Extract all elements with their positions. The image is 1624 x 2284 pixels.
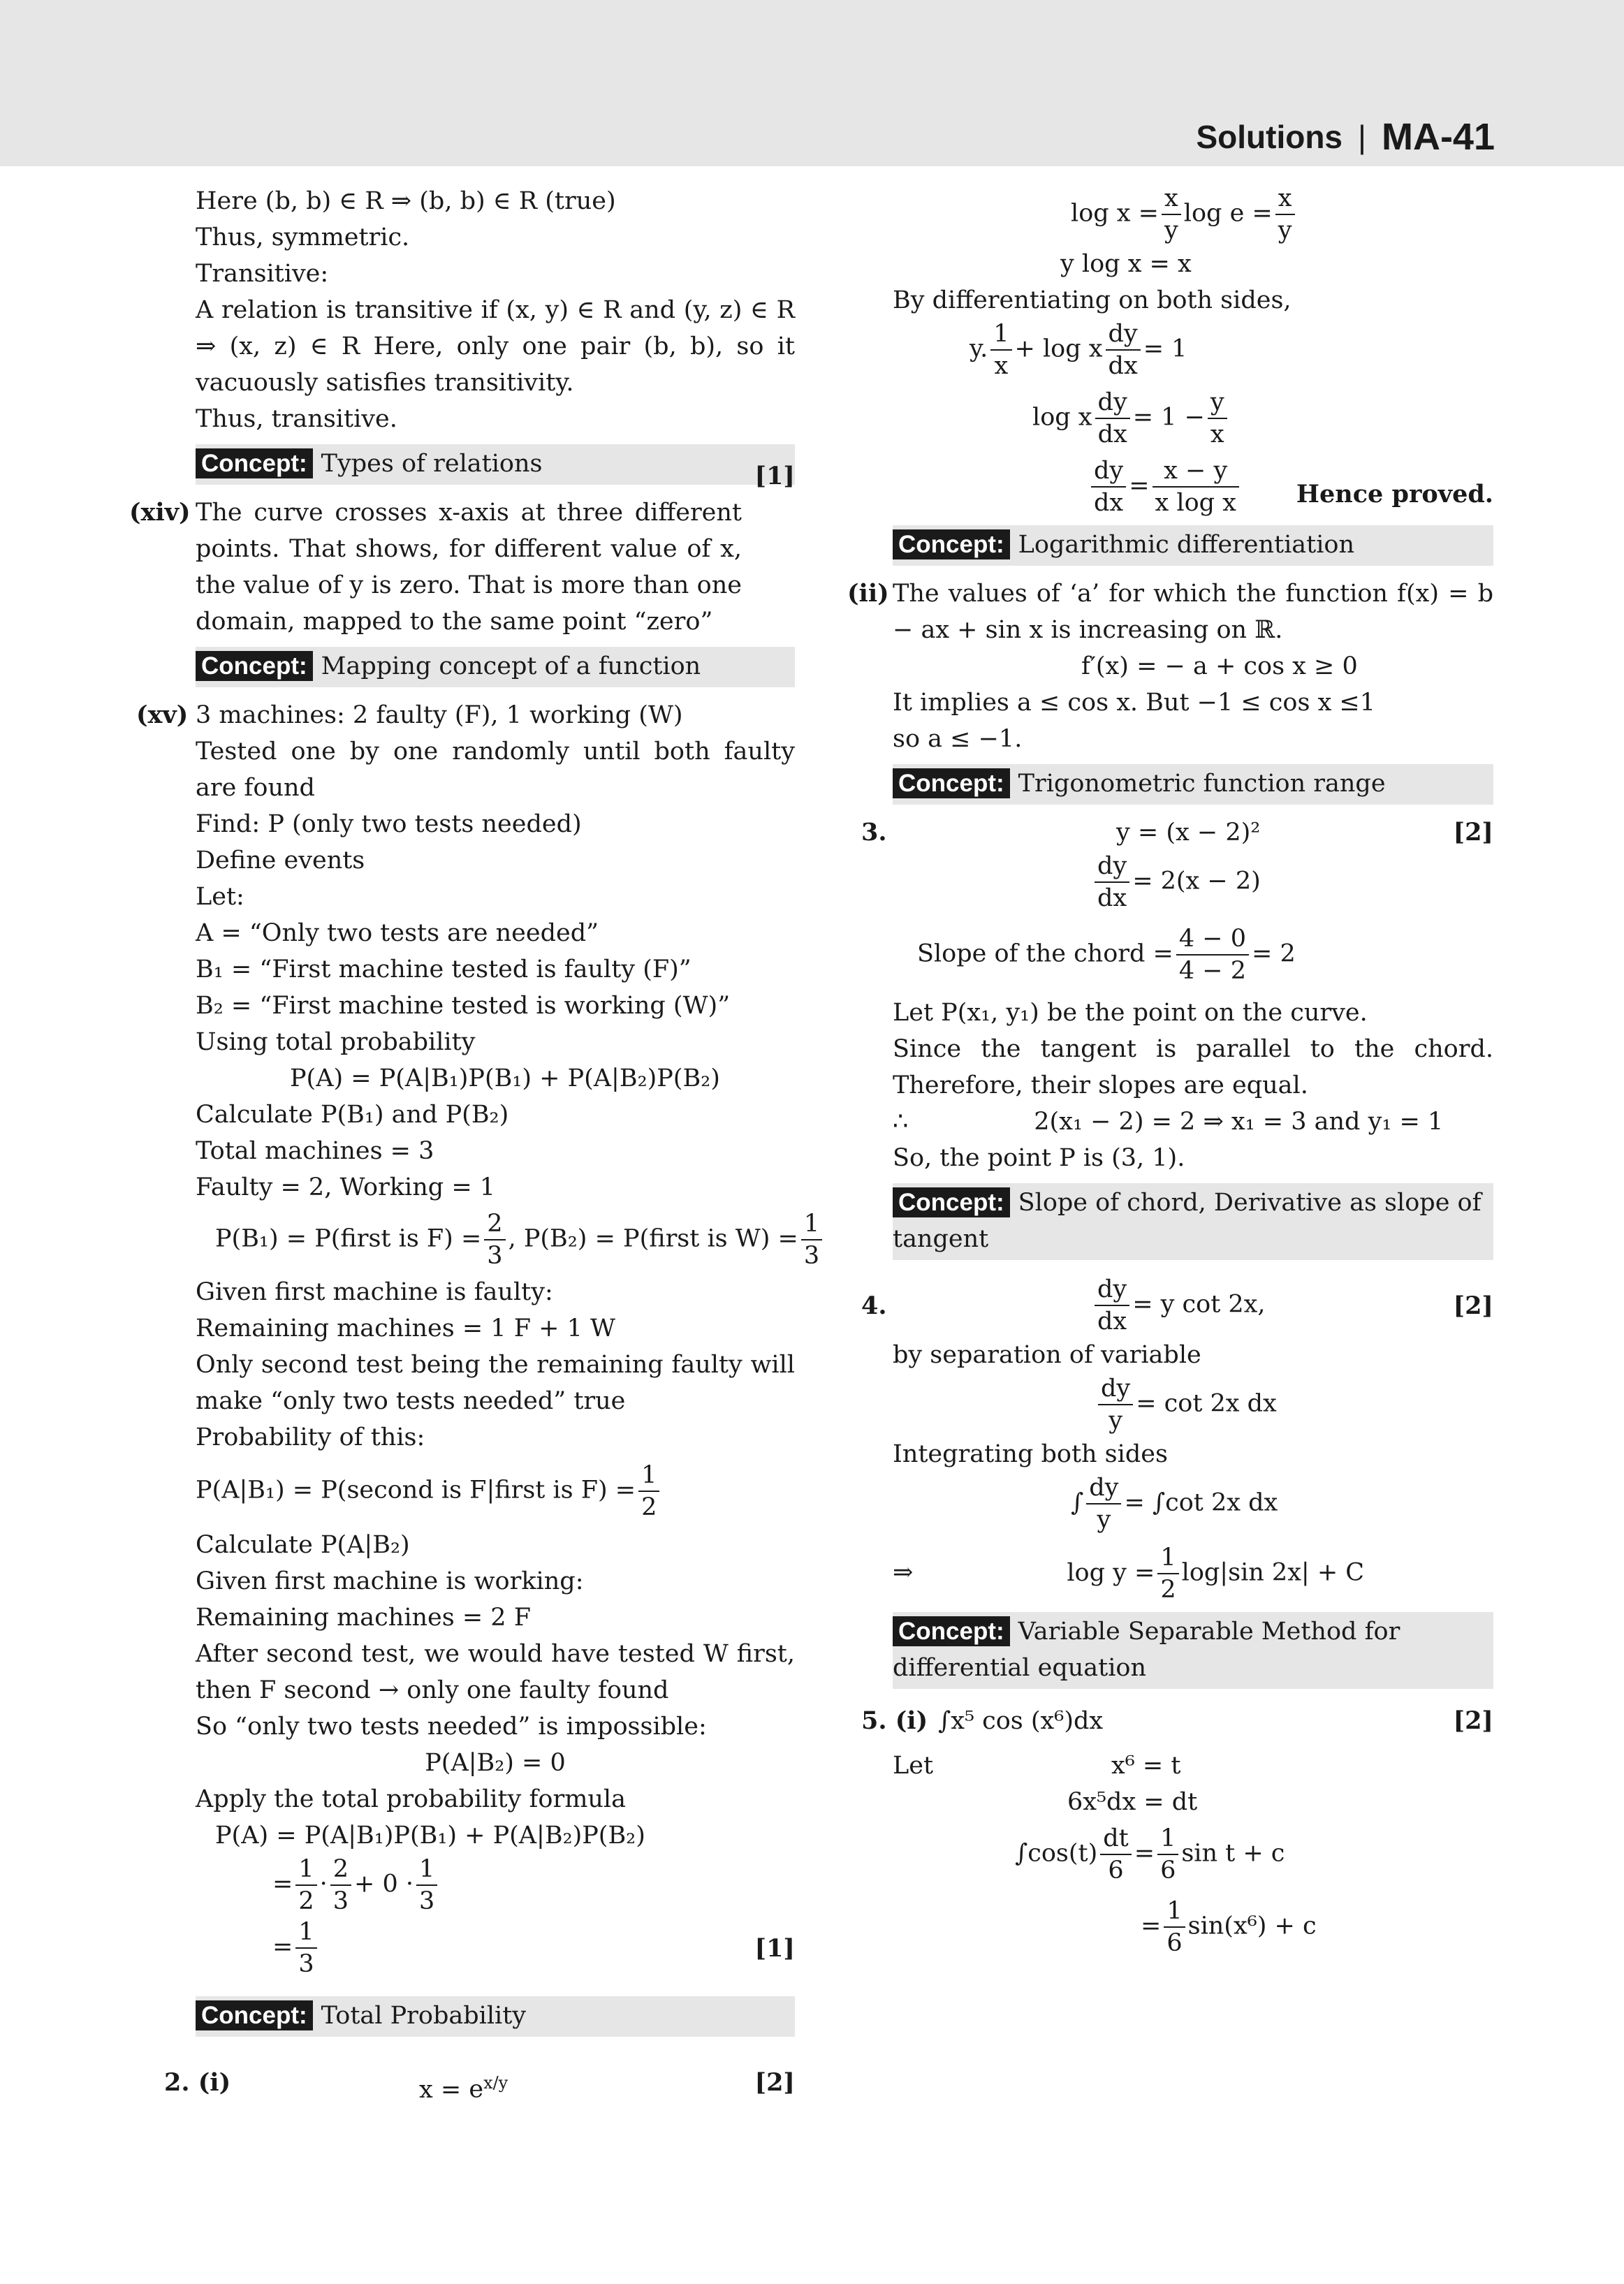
- formula-line: [893, 1472, 1493, 1535]
- numerator: 2: [330, 1854, 351, 1886]
- page-number: MA-41: [1381, 116, 1495, 158]
- numerator: x − y: [1153, 455, 1239, 488]
- text-paragraph: Tested one by one randomly until both faulty are found: [196, 738, 795, 802]
- marks-label: [2]: [1453, 1291, 1493, 1320]
- question-4: [861, 1274, 1493, 1605]
- fraction: [1208, 387, 1227, 450]
- text-line: B₁ = “First machine tested is faulty (F)”: [196, 956, 692, 983]
- formula-line: P(A) = P(A|B₁)P(B₁) + P(A|B₂)P(B₂): [215, 1822, 645, 1850]
- text-line: Apply the total probability formula: [196, 1785, 626, 1813]
- fraction: [990, 319, 1011, 381]
- fraction: [295, 1854, 316, 1917]
- denominator: 3: [332, 1887, 349, 1915]
- formula-part: + log x: [1014, 335, 1103, 363]
- formula-line: [893, 1703, 1493, 1739]
- formula-line: [196, 1854, 795, 1917]
- fraction: [1106, 319, 1141, 381]
- denominator: x: [1210, 420, 1224, 448]
- numerator: 2: [484, 1208, 505, 1240]
- formula-part: log|sin 2x| + C: [1181, 1558, 1365, 1587]
- denominator: 6: [1160, 1857, 1176, 1884]
- formula-part: log e =: [1183, 199, 1273, 228]
- fraction: [801, 1208, 822, 1271]
- concept-text: Logarithmic differentiation: [1018, 531, 1355, 559]
- formula-part: = ∫cot 2x dx: [1124, 1488, 1278, 1517]
- denominator: 2: [1160, 1576, 1176, 1604]
- denominator: 3: [487, 1242, 503, 1270]
- question-number: (xv): [136, 701, 189, 729]
- concept-tag: Concept:: [196, 2000, 313, 2030]
- concept-tag: Concept:: [196, 448, 313, 478]
- formula-line: [893, 183, 1493, 246]
- fraction: [1086, 1472, 1121, 1535]
- text-line: Define events: [196, 847, 365, 874]
- formula-part: =: [1129, 471, 1150, 500]
- formula-line: [196, 1460, 795, 1523]
- question-xv: [136, 697, 820, 1979]
- text-line: 3 machines: 2 faulty (F), 1 working (W): [196, 701, 683, 729]
- formula-part: = cot 2x dx: [1136, 1389, 1277, 1418]
- text-line: Calculate P(A|B₂): [196, 1531, 410, 1559]
- integral-symbol: ∫: [1071, 1488, 1084, 1517]
- concept-text: Slope of chord, Derivative as slope of tangent: [893, 1189, 1482, 1253]
- formula-part: ∫cos(t): [1015, 1839, 1098, 1868]
- denominator: 2: [298, 1887, 314, 1915]
- formula-part: , P(B₂) = P(first is W) =: [508, 1224, 798, 1253]
- formula-line: [893, 1104, 1493, 1140]
- concept-text: Types of relations: [321, 450, 543, 478]
- denominator: 2: [641, 1493, 657, 1521]
- denominator: dx: [1097, 420, 1127, 448]
- concept-box: [893, 1183, 1493, 1260]
- marks-label: [1]: [754, 1934, 795, 1963]
- text-line: Thus, symmetric.: [196, 224, 410, 251]
- text-line: Remaining machines = 1 F + 1 W: [196, 1315, 615, 1342]
- text-line: Let:: [196, 883, 244, 911]
- denominator: 4 − 2: [1178, 957, 1247, 985]
- formula-line: [893, 1542, 1493, 1605]
- text-line: Given first machine is faulty:: [196, 1278, 553, 1306]
- concept-tag: Concept:: [893, 1187, 1010, 1217]
- formula-line: [893, 851, 1493, 914]
- text-line: By differentiating on both sides,: [893, 286, 1292, 314]
- text-line: Remaining machines = 2 F: [196, 1604, 531, 1632]
- marks-label: [2]: [754, 2068, 795, 2097]
- implies-symbol: ⇒: [893, 1558, 914, 1587]
- right-column: [847, 183, 1493, 1959]
- question-number: (xiv): [129, 498, 191, 527]
- marks-label: [2]: [1453, 818, 1493, 847]
- formula-part: sin t + c: [1181, 1839, 1285, 1868]
- formula-part: =: [1134, 1839, 1155, 1868]
- formula-line: [893, 923, 1493, 986]
- text-paragraph: After second test, we would have tested W first, then F second → only one faulty found: [196, 1640, 795, 1704]
- concept-box: [196, 1996, 795, 2037]
- text-paragraph: The curve crosses x-axis at three different points. That shows, for different value of x, the value of y is zero. That is more than one domain, mapped to the same point “zero”: [196, 499, 742, 636]
- question-3: [861, 814, 1493, 1176]
- numerator: 1: [1157, 1823, 1178, 1855]
- question-number: 3.: [861, 818, 887, 847]
- concept-box: [196, 647, 795, 687]
- formula-part: = 1: [1143, 335, 1187, 363]
- formula-part: = 2: [1252, 939, 1296, 968]
- text-line: Probability of this:: [196, 1423, 425, 1451]
- formula-part: = 2(x − 2): [1132, 867, 1261, 895]
- numerator: dy: [1091, 455, 1126, 488]
- formula-part: + 0 ·: [354, 1870, 414, 1898]
- concept-text: Total Probability: [321, 2002, 527, 2030]
- formula-part: Slope of the chord =: [917, 939, 1173, 968]
- numerator: dy: [1106, 319, 1141, 351]
- page-header: [1196, 115, 1495, 159]
- concept-box: [893, 764, 1493, 805]
- formula-line: [893, 455, 1493, 518]
- text-paragraph: A relation is transitive if (x, y) ∈ R and (y, z) ∈ R ⇒ (x, z) ∈ R Here, only one pair (b, b), so it vacuously satisfies transitivity.: [196, 296, 795, 397]
- text-line: Given first machine is working:: [196, 1567, 584, 1595]
- question-number: 4.: [861, 1291, 887, 1320]
- text-paragraph: Since the tangent is parallel to the chord. Therefore, their slopes are equal.: [893, 1035, 1493, 1099]
- formula-line: [893, 1823, 1493, 1886]
- formula-part: 2(x₁ − 2) = 2 ⇒ x₁ = 3 and y₁ = 1: [1034, 1108, 1444, 1136]
- denominator: 3: [298, 1950, 314, 1978]
- numerator: y: [1208, 387, 1227, 419]
- formula-line: [196, 1208, 820, 1271]
- formula-part: log x: [1032, 403, 1092, 432]
- formula-line: P(A|B₂) = 0: [425, 1749, 566, 1777]
- denominator: 6: [1108, 1857, 1124, 1884]
- numerator: x: [1162, 183, 1181, 215]
- fraction: [1157, 1823, 1178, 1886]
- denominator: y: [1164, 217, 1178, 244]
- formula-line: [893, 1896, 1493, 1959]
- formula-part: ∫x⁵ cos (x⁶)dx: [938, 1707, 1104, 1735]
- numerator: dy: [1095, 387, 1130, 419]
- fraction: [1098, 1373, 1133, 1436]
- fraction: [330, 1854, 351, 1917]
- question-number: 5. (i): [861, 1706, 928, 1735]
- denominator: 3: [419, 1887, 435, 1915]
- formula-part: Let: [893, 1752, 934, 1780]
- numerator: 1: [1164, 1896, 1185, 1928]
- text-line: so a ≤ −1.: [893, 725, 1023, 753]
- concept-tag: Concept:: [893, 1616, 1010, 1646]
- formula-line: [893, 1274, 1493, 1337]
- denominator: y: [1097, 1506, 1111, 1534]
- fraction: [1100, 1823, 1131, 1886]
- formula-line: P(A) = P(A|B₁)P(B₁) + P(A|B₂)P(B₂): [290, 1064, 720, 1092]
- fraction: [1091, 455, 1126, 518]
- numerator: x: [1275, 183, 1295, 215]
- numerator: dy: [1095, 1274, 1129, 1306]
- numerator: 4 − 0: [1176, 923, 1249, 956]
- concept-box: [893, 525, 1493, 566]
- question-ii: [847, 576, 1493, 757]
- section-title: Solutions: [1196, 119, 1343, 155]
- formula-line: [893, 387, 1493, 450]
- formula-part: log x =: [1071, 199, 1159, 228]
- denominator: x: [994, 352, 1009, 380]
- text-line: Using total probability: [196, 1028, 476, 1056]
- text-line: Faulty = 2, Working = 1: [196, 1173, 496, 1201]
- text-paragraph: The values of ‘a’ for which the function f(x) = b − ax + sin x is increasing on ℝ.: [893, 580, 1493, 644]
- text-line: Thus, transitive.: [196, 405, 397, 433]
- text-paragraph: Only second test being the remaining faulty will make “only two tests needed” true: [196, 1351, 795, 1415]
- numerator: 1: [295, 1854, 316, 1886]
- numerator: dy: [1098, 1373, 1133, 1405]
- text-line: Total machines = 3: [196, 1137, 434, 1165]
- formula-part: ·: [319, 1870, 328, 1898]
- denominator: dx: [1108, 352, 1138, 380]
- fraction: [1157, 1542, 1178, 1605]
- formula-part: P(B₁) = P(first is F) =: [215, 1224, 482, 1253]
- text-line: Let P(x₁, y₁) be the point on the curve.: [893, 999, 1368, 1027]
- text-line: Find: P (only two tests needed): [196, 810, 582, 838]
- therefore-symbol: ∴: [893, 1108, 909, 1136]
- fraction: [1162, 183, 1181, 246]
- text-line: It implies a ≤ cos x. But −1 ≤ cos x ≤1: [893, 689, 1376, 717]
- concept-text: Variable Separable Method for differential equation: [893, 1618, 1400, 1682]
- question-2: [164, 2065, 795, 2108]
- fraction: [295, 1917, 316, 1979]
- numerator: 1: [416, 1854, 437, 1886]
- numerator: 1: [638, 1460, 659, 1492]
- text-line: So “only two tests needed” is impossible:: [196, 1713, 707, 1741]
- formula-part: =: [272, 1933, 293, 1961]
- fraction: [1095, 1274, 1129, 1337]
- formula-line: [893, 1373, 1493, 1436]
- fraction: [416, 1854, 437, 1917]
- numerator: 1: [801, 1208, 822, 1240]
- formula-part: y.: [970, 335, 988, 363]
- denominator: x log x: [1155, 489, 1236, 517]
- formula-part: x =: [419, 2075, 462, 2104]
- denominator: dx: [1097, 884, 1127, 912]
- numerator: 1: [1157, 1542, 1178, 1574]
- formula-part: x⁶ = t: [1111, 1752, 1181, 1780]
- formula-line: [893, 814, 1493, 851]
- fraction: [1164, 1896, 1185, 1959]
- denominator: 3: [803, 1242, 820, 1270]
- formula-line: y log x = x: [1060, 250, 1192, 278]
- formula-part: sin(x⁶) + c: [1187, 1912, 1317, 1940]
- left-column: [129, 183, 820, 2108]
- concept-box: [196, 444, 795, 485]
- concept-box: [893, 1612, 1493, 1689]
- text-line: Integrating both sides: [893, 1440, 1168, 1468]
- formula-part: y = (x − 2)²: [1116, 819, 1261, 847]
- fraction: [1095, 851, 1129, 914]
- formula-part: =: [1141, 1912, 1162, 1940]
- question-number: (ii): [847, 579, 889, 608]
- text-line: by separation of variable: [893, 1341, 1201, 1369]
- denominator: dx: [1097, 1308, 1127, 1335]
- marks-label: [2]: [1453, 1706, 1493, 1735]
- formula-part: = y cot 2x,: [1132, 1290, 1266, 1319]
- concept-text: Mapping concept of a function: [321, 652, 701, 680]
- numerator: 1: [295, 1917, 316, 1949]
- formula-line: [893, 1748, 1493, 1784]
- fraction: [484, 1208, 505, 1271]
- numerator: 1: [990, 319, 1011, 351]
- text-line: Calculate P(B₁) and P(B₂): [196, 1101, 509, 1129]
- text-line: Here (b, b) ∈ R ⇒ (b, b) ∈ R (true): [196, 187, 616, 215]
- formula-line: f′(x) = − a + cos x ≥ 0: [1081, 652, 1358, 680]
- text-line: So, the point P is (3, 1).: [893, 1144, 1185, 1172]
- formula-part: P(A|B₁) = P(second is F|first is F) =: [196, 1476, 636, 1505]
- concept-tag: Concept:: [893, 768, 1010, 798]
- numerator: dy: [1095, 851, 1129, 883]
- formula-part: = 1 −: [1132, 403, 1205, 432]
- text-line: A = “Only two tests are needed”: [196, 919, 599, 947]
- exponent: x/y: [483, 2073, 509, 2093]
- formula-part: e: [469, 2075, 484, 2104]
- concept-tag: Concept:: [893, 529, 1010, 559]
- numerator: dy: [1086, 1472, 1121, 1505]
- concept-tag: Concept:: [196, 651, 313, 681]
- question-number: 2. (i): [164, 2068, 231, 2097]
- formula-line: [893, 319, 1493, 381]
- denominator: y: [1278, 217, 1292, 244]
- fraction: [1176, 923, 1249, 986]
- numerator: dt: [1100, 1823, 1131, 1855]
- marks-label: [1]: [754, 462, 795, 490]
- fraction: [1095, 387, 1130, 450]
- hence-proved: Hence proved.: [1296, 480, 1493, 508]
- formula-part: log y =: [1067, 1558, 1155, 1587]
- question-5: [861, 1703, 1493, 1959]
- denominator: dx: [1094, 489, 1124, 517]
- header-separator: |: [1358, 119, 1366, 155]
- text-line: B₂ = “First machine tested is working (W)”: [196, 992, 731, 1020]
- fraction: [638, 1460, 659, 1523]
- formula-part: =: [272, 1870, 293, 1898]
- fraction: [1275, 183, 1295, 246]
- denominator: y: [1109, 1407, 1122, 1435]
- fraction: [1153, 455, 1239, 518]
- concept-text: Trigonometric function range: [1018, 770, 1386, 798]
- denominator: 6: [1166, 1929, 1183, 1957]
- formula-line: 6x⁵dx = dt: [1067, 1788, 1198, 1816]
- text-line: Transitive:: [196, 260, 329, 288]
- formula-line: [196, 1917, 795, 1979]
